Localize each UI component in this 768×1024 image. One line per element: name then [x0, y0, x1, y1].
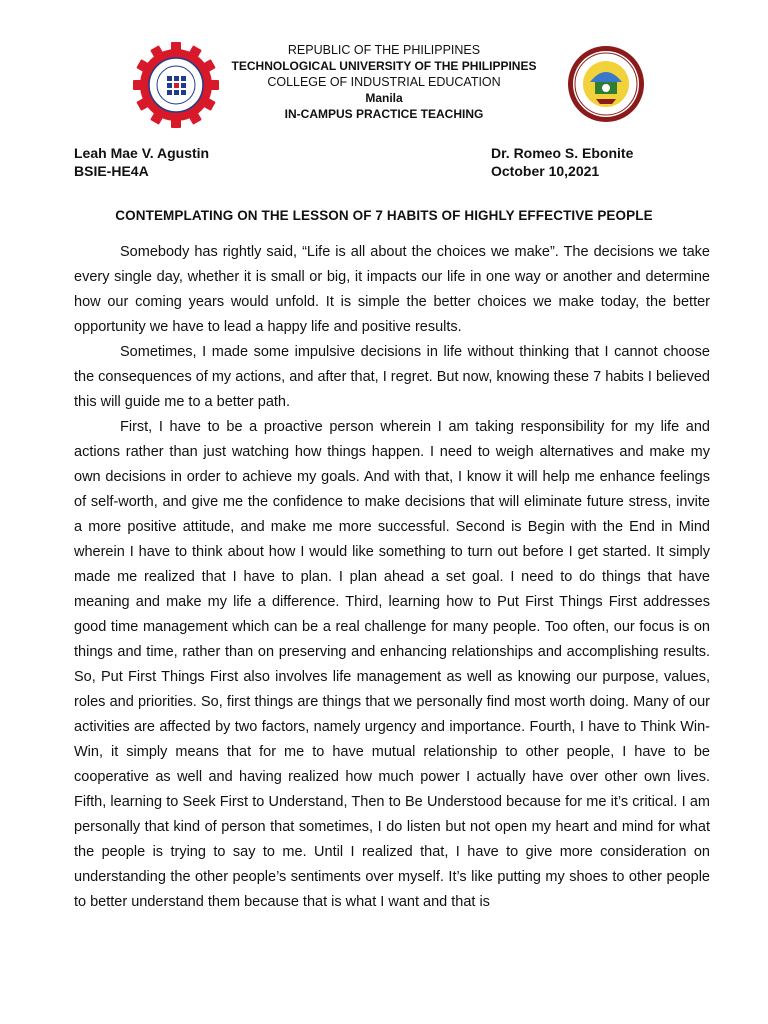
- paragraph: Sometimes, I made some impulsive decisions in life without thinking that I cannot choose the consequences of my actions, and after that, I regret. But now, knowing these 7 habits I believed this will guide me to a better path.: [74, 344, 710, 410]
- instructor-block: [491, 144, 633, 180]
- document-title: CONTEMPLATING ON THE LESSON OF 7 HABITS OF HIGHLY EFFECTIVE PEOPLE: [115, 208, 653, 223]
- header-republic: REPUBLIC OF THE PHILIPPINES: [287, 43, 481, 57]
- author-name: Leah Mae V. Agustin: [74, 145, 210, 161]
- header-program: IN-CAMPUS PRACTICE TEACHING: [284, 107, 484, 121]
- document-date: October 10,2021: [491, 163, 600, 179]
- header-university: TECHNOLOGICAL UNIVERSITY OF THE PHILIPPINES: [231, 59, 537, 73]
- instructor-name: Dr. Romeo S. Ebonite: [491, 145, 634, 161]
- header-city: Manila: [365, 91, 403, 105]
- essay-body: [74, 240, 710, 915]
- paragraph: First, I have to be a proactive person wherein I am taking responsibility for my life and actions rather than just watching how things happen. I need to weigh alternatives and make my own decisions in order to achieve my goals. And with that, I know it will help me enhance feelings of self-worth, and give me the confidence to make decisions that will eliminate future stress, invite a more positive attitude, and make me more successful. Second is Begin with the End in Mind wherein I have to think about how I would like something to turn out before I get started. It simply made me realized that I have to plan. I plan ahead a set goal. I need to do things that have meaning and make my life a difference. Third, learning how to Put First Things First addresses good time management which can be a real challenge for many people. Too often, our focus is on things and time, rather than on preserving and enhancing relationships and accomplishing results. So, Put First Things First also involves life management as well as knowing our purpose, values, roles and priorities. So, first things are things that we personally find most worth doing. Many of our activities are affected by two factors, namely urgency and importance. Fourth, I have to Think Win-Win, it simply means that for me to have mutual relationship to other people, I have to be cooperative as well and having realized how much power I actually have over other own lives. Fifth, learning to Seek First to Understand, Then to Be Understood because for me it’s critical. I am personally that kind of person that sometimes, I do listen but not open my heart and mind for what the people is trying to say to me. Until I realized that, I have to give more consideration on understanding the other people’s sentiments over myself. It’s like putting my shoes to other people to better understand them because that is what I want and that is: [74, 419, 710, 910]
- header-college: COLLEGE OF INDUSTRIAL EDUCATION: [267, 75, 501, 89]
- author-section: BSIE-HE4A: [74, 163, 149, 179]
- paragraph: Somebody has rightly said, “Life is all about the choices we make”. The decisions we take every single day, whether it is small or big, it impacts our life in one way or another and determine how our coming years would unfold. It is simple the better choices we make today, the better opportunity we have to lead a happy life and positive results.: [74, 244, 710, 335]
- author-block: [74, 144, 209, 180]
- letterhead: [0, 42, 768, 122]
